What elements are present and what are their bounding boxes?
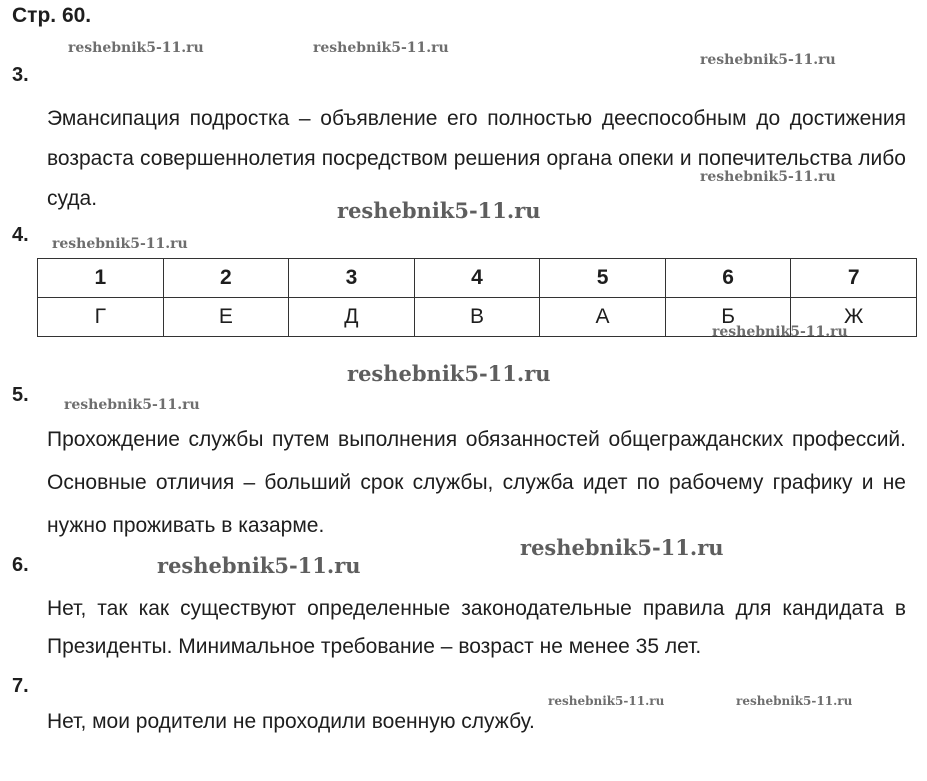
question-7-answer: Нет, мои родители не проходили военную службу. [47,710,535,733]
answer-table-cell: Г [38,298,164,337]
answer-table-cell: В [414,298,540,337]
answer-table-header-cell: 2 [163,259,289,298]
answer-table-header-cell: 3 [289,259,415,298]
watermark: reshebnik5-11.ru [68,40,204,56]
answer-table-header-cell: 1 [38,259,164,298]
question-6-number: 6. [12,554,29,576]
watermark: reshebnik5-11.ru [736,694,853,708]
watermark: reshebnik5-11.ru [700,52,836,68]
question-4-number: 4. [12,224,29,246]
watermark: reshebnik5-11.ru [548,694,665,708]
answer-table-cell: Е [163,298,289,337]
answer-table-header-cell: 5 [540,259,666,298]
answer-table-header-cell: 7 [791,259,917,298]
watermark: reshebnik5-11.ru [700,169,836,185]
watermark: reshebnik5-11.ru [64,397,200,413]
answer-table-cell: Д [289,298,415,337]
answer-table-cell: А [540,298,666,337]
watermark: reshebnik5-11.ru [347,361,551,386]
answer-table-cell: Б [665,298,791,337]
question-6-answer: Нет, так как существуют определенные законодательные правила для кандидата в Президенты. Минимальное требование – возраст не менее 35 лет. [47,597,906,658]
answer-table-cell: Ж [791,298,917,337]
answer-table-header-row [38,259,917,298]
watermark: reshebnik5-11.ru [337,198,541,223]
question-5-answer: Прохождение службы путем выполнения обязанностей общегражданских профессий. Основные отличия – больший срок службы, служба идет по рабочему графику и не нужно проживать в казарме. [47,428,906,537]
question-7-number: 7. [12,675,29,697]
watermark: reshebnik5-11.ru [313,40,449,56]
watermark: reshebnik5-11.ru [52,236,188,252]
question-5-number: 5. [12,384,29,406]
page-title: Стр. 60. [12,4,92,27]
answer-table-header-cell: 6 [665,259,791,298]
answer-table-header-cell: 4 [414,259,540,298]
watermark: reshebnik5-11.ru [157,553,361,578]
question-3-number: 3. [12,64,29,86]
question-3-answer: Эмансипация подростка – объявление его полностью дееспособным до достижения возраста совершеннолетия посредством решения органа опеки и попечительства либо суда. [47,107,906,210]
watermark: reshebnik5-11.ru [520,535,724,560]
watermark: reshebnik5-11.ru [712,324,848,340]
